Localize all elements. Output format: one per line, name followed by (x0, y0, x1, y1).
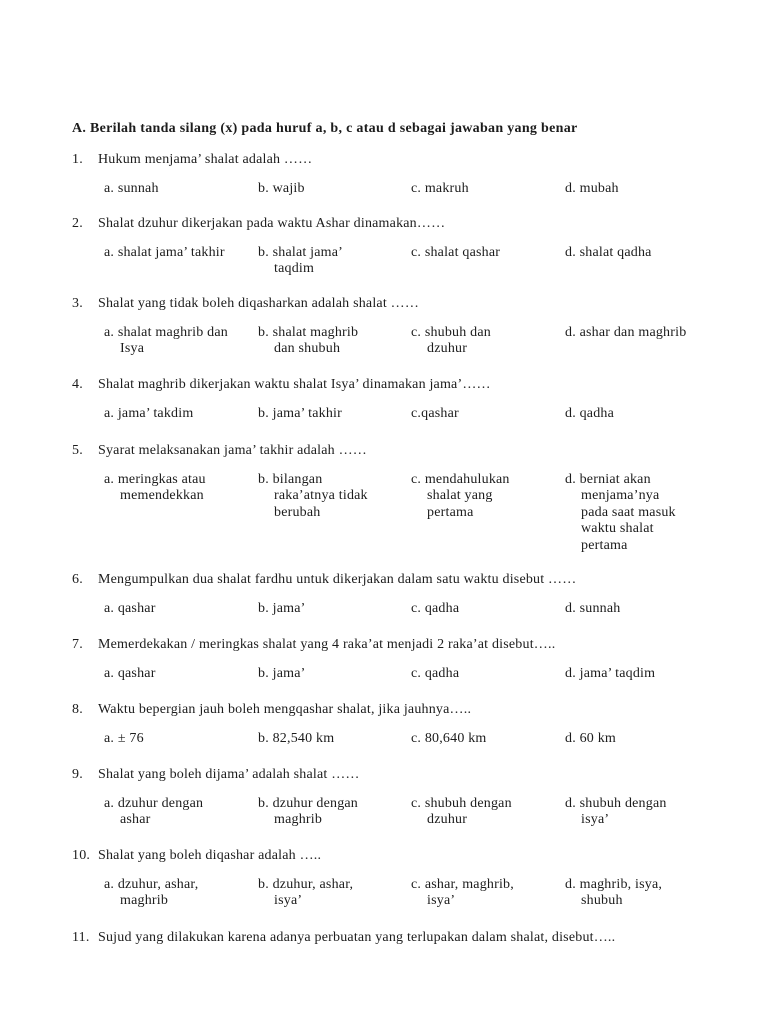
question-text: Sujud yang dilakukan karena adanya perbuatan yang terlupakan dalam shalat, disebut….. (98, 930, 616, 945)
question-number: 3. (72, 296, 83, 311)
answer-options (72, 666, 712, 683)
option-a: a. dzuhur, ashar, maghrib (104, 877, 199, 909)
instructions-heading: A. Berilah tanda silang (x) pada huruf a, b, c atau d sebagai jawaban yang benar (72, 121, 578, 136)
option-d: d. shalat qadha (565, 245, 652, 260)
option-c: c. 80,640 km (411, 731, 487, 746)
option-b: b. jama’ takhir (258, 406, 342, 421)
option-c: c. shubuh dengan dzuhur (411, 796, 512, 828)
question-line (72, 216, 712, 233)
question-4 (72, 377, 712, 423)
question-line (72, 152, 712, 169)
option-d: d. berniat akan menjama’nya pada saat masuk waktu shalat pertama (565, 472, 676, 553)
question-10 (72, 848, 712, 909)
question-line (72, 443, 712, 460)
option-a: a. shalat jama’ takhir (104, 245, 225, 260)
question-number: 9. (72, 767, 83, 782)
question-number: 1. (72, 152, 83, 167)
option-b: b. 82,540 km (258, 731, 335, 746)
question-text: Shalat yang boleh dijama’ adalah shalat …… (98, 767, 360, 782)
option-d: d. jama’ taqdim (565, 666, 656, 681)
option-a: a. shalat maghrib dan Isya (104, 325, 228, 357)
answer-options (72, 181, 712, 198)
option-a: a. jama’ takdim (104, 406, 194, 421)
question-text: Mengumpulkan dua shalat fardhu untuk dikerjakan dalam satu waktu disebut …… (98, 572, 577, 587)
option-b: b. jama’ (258, 666, 306, 681)
option-d: d. ashar dan maghrib (565, 325, 687, 340)
question-line (72, 296, 712, 313)
question-6 (72, 572, 712, 618)
option-b: b. wajib (258, 181, 305, 196)
question-text: Shalat maghrib dikerjakan waktu shalat Isya’ dinamakan jama’…… (98, 377, 491, 392)
option-c: c. qadha (411, 666, 460, 681)
answer-options (72, 245, 712, 277)
question-number: 10. (72, 848, 91, 863)
question-11 (72, 930, 712, 947)
question-number: 8. (72, 702, 83, 717)
question-number: 5. (72, 443, 83, 458)
option-d: d. qadha (565, 406, 615, 421)
option-d: d. sunnah (565, 601, 621, 616)
answer-options (72, 601, 712, 618)
answer-options (72, 731, 712, 748)
question-number: 6. (72, 572, 83, 587)
option-b: b. dzuhur dengan maghrib (258, 796, 359, 828)
question-text: Syarat melaksanakan jama’ takhir adalah …… (98, 443, 367, 458)
option-a: a. qashar (104, 666, 156, 681)
question-number: 7. (72, 637, 83, 652)
question-text: Shalat yang tidak boleh diqasharkan adalah shalat …… (98, 296, 420, 311)
option-b: b. bilangan raka’atnya tidak berubah (258, 472, 368, 520)
question-text: Memerdekakan / meringkas shalat yang 4 raka’at menjadi 2 raka’at disebut….. (98, 637, 556, 652)
option-c: c. shalat qashar (411, 245, 501, 260)
option-b: b. dzuhur, ashar, isya’ (258, 877, 354, 909)
option-a: a. sunnah (104, 181, 159, 196)
question-line (72, 377, 712, 394)
question-number: 11. (72, 930, 90, 945)
option-a: a. meringkas atau memendekkan (104, 472, 206, 504)
answer-options (72, 325, 712, 357)
option-c: c. ashar, maghrib, isya’ (411, 877, 514, 909)
question-number: 2. (72, 216, 83, 231)
question-line (72, 572, 712, 589)
answer-options (72, 472, 712, 553)
option-d: d. shubuh dengan isya’ (565, 796, 667, 828)
option-d: d. 60 km (565, 731, 616, 746)
question-7 (72, 637, 712, 683)
option-c: c. shubuh dan dzuhur (411, 325, 491, 357)
question-line (72, 637, 712, 654)
question-9 (72, 767, 712, 828)
question-3 (72, 296, 712, 357)
question-text: Shalat dzuhur dikerjakan pada waktu Ashar dinamakan…… (98, 216, 446, 231)
answer-options (72, 877, 712, 909)
option-b: b. shalat maghrib dan shubuh (258, 325, 359, 357)
option-c: c. mendahulukan shalat yang pertama (411, 472, 510, 520)
question-line (72, 767, 712, 784)
question-5 (72, 443, 712, 553)
option-d: d. mubah (565, 181, 619, 196)
option-a: a. dzuhur dengan ashar (104, 796, 204, 828)
option-a: a. ± 76 (104, 731, 144, 746)
option-c: c. makruh (411, 181, 469, 196)
question-2 (72, 216, 712, 277)
question-number: 4. (72, 377, 83, 392)
option-d: d. maghrib, isya, shubuh (565, 877, 663, 909)
option-a: a. qashar (104, 601, 156, 616)
question-text: Waktu bepergian jauh boleh mengqashar shalat, jika jauhnya….. (98, 702, 472, 717)
option-c: c.qashar (411, 406, 459, 421)
question-line (72, 930, 712, 947)
question-line (72, 848, 712, 865)
answer-options (72, 406, 712, 423)
question-text: Hukum menjama’ shalat adalah …… (98, 152, 313, 167)
question-text: Shalat yang boleh diqashar adalah ….. (98, 848, 322, 863)
question-1 (72, 152, 712, 198)
option-c: c. qadha (411, 601, 460, 616)
option-b: b. shalat jama’ taqdim (258, 245, 344, 277)
option-b: b. jama’ (258, 601, 306, 616)
question-line (72, 702, 712, 719)
question-8 (72, 702, 712, 748)
answer-options (72, 796, 712, 828)
